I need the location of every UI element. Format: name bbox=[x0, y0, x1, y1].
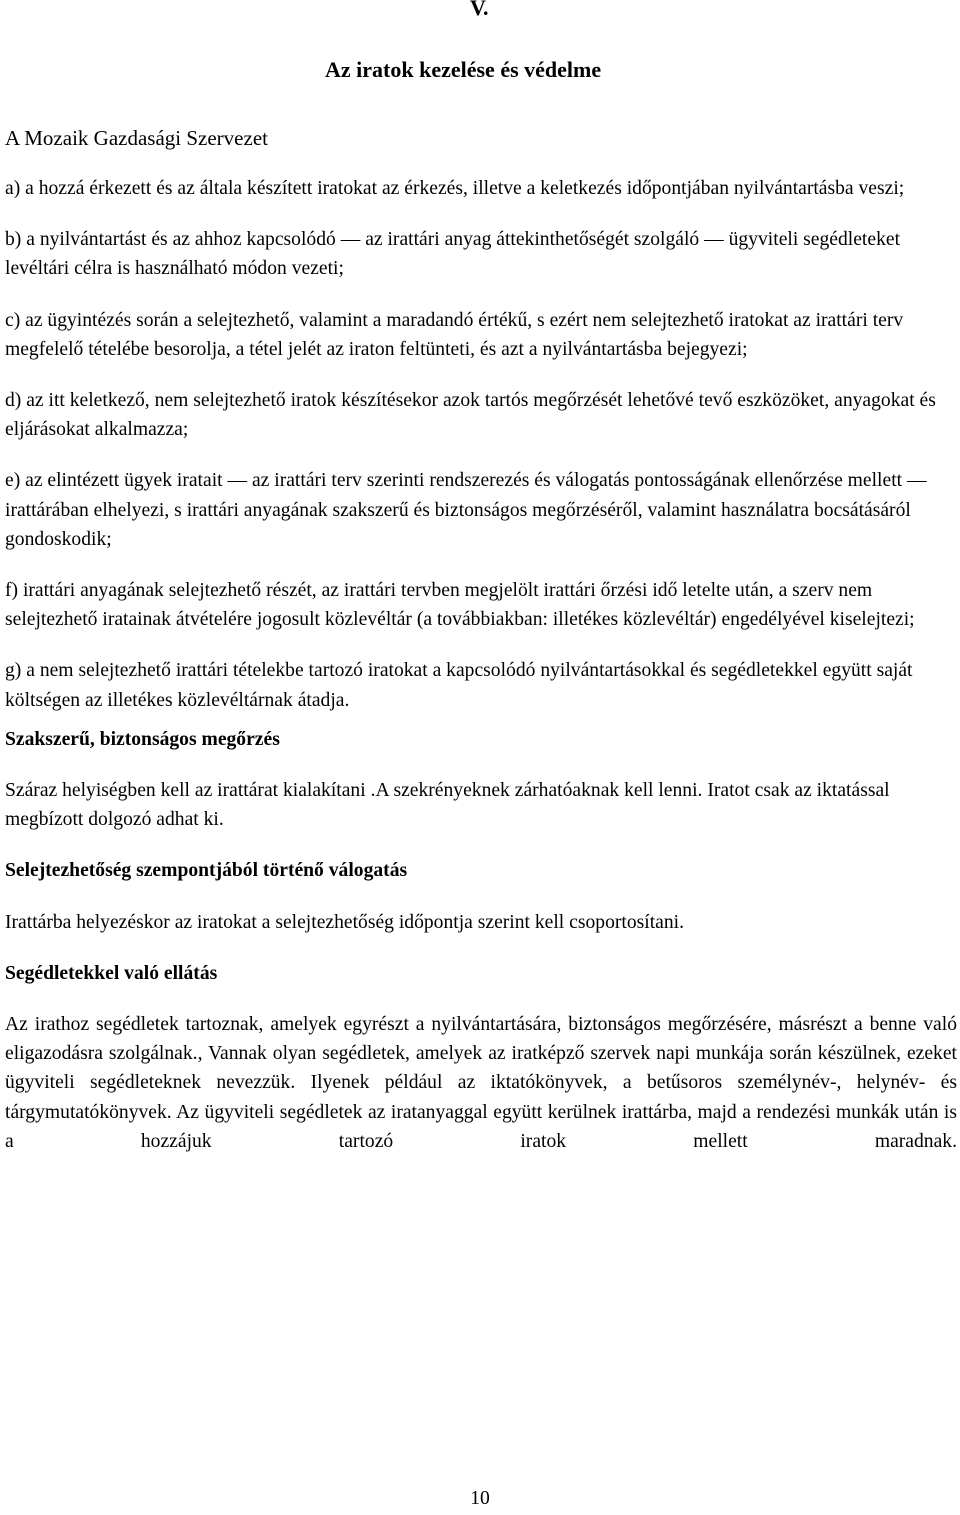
duty-item-g: g) a nem selejtezhető irattári tételekbe tartozó iratokat a kapcsolódó nyilvántartásokkal és segédletekkel együtt saját költségen az illetékes közlevéltárnak átadja. bbox=[5, 660, 913, 711]
duty-item-a: a) a hozzá érkezett és az általa készített iratokat az érkezés, illetve a keletkezés időpontjában nyilvántartásba veszi; bbox=[5, 178, 905, 199]
section-heading-storage: Szakszerű, biztonságos megőrzés bbox=[5, 728, 280, 750]
duty-item-c: c) az ügyintézés során a selejtezhető, valamint a maradandó értékű, s ezért nem selejtezhető iratokat az irattári terv megfelelő tételébe besorolja, a tétel jelét az iraton feltünteti, és azt a nyilvántartásba bejegyezi; bbox=[5, 309, 904, 360]
section-heading-selection: Selejtezhetőség szempontjából történő válogatás bbox=[5, 860, 408, 882]
page-title: Az iratok kezelése és védelme bbox=[325, 57, 602, 82]
document-body bbox=[5, 174, 957, 1156]
duty-item-b: b) a nyilvántartást és az ahhoz kapcsolódó — az irattári anyag áttekinthetőségét szolgáló — ügyviteli segédleteket levéltári célra is használható módon vezeti; bbox=[5, 229, 901, 280]
duty-item-f: f) irattári anyagának selejtezhető részét, az irattári tervben megjelölt irattári őrzési idő letelte után, a szerv nem selejtezhető iratainak átvételére jogosult közlevéltár (a továbbiakban: illetékes közlevéltár) engedélyével kiselejtezi; bbox=[5, 580, 915, 631]
section-text-aids: Az irathoz segédletek tartoznak, amelyek egyrészt a nyilvántartására, biztonságos megőrzésére, másrészt a benne való eligazodásra szolgálnak., Vannak olyan segédletek, amelyek az iratképző szervek napi munkája során készülnek, ezeket ügyviteli segédleteknek nevezzük. Ilyenek például az iktatókönyvek, a betűsoros személynév-, helynév- és tárgymutatókönyvek. Az ügyviteli segédletek az iratanyaggal együtt kerülnek irattárba, majd a rendezési munkák után is a hozzájuk tartozó iratok mellett maradnak. bbox=[5, 1014, 957, 1152]
chapter-number: V. bbox=[470, 0, 489, 20]
page-number: 10 bbox=[470, 1488, 490, 1509]
section-text-selection: Irattárba helyezéskor az iratokat a selejtezhetőség időpontja szerint kell csoportosítani. bbox=[5, 911, 684, 933]
duty-item-d: d) az itt keletkező, nem selejtezhető iratok készítésekor azok tartós megőrzését lehetővé tevő eszközöket, anyagokat és eljárásokat alkalmazza; bbox=[5, 390, 936, 441]
subject-line: A Mozaik Gazdasági Szervezet bbox=[5, 126, 268, 150]
section-heading-aids: Segédletekkel való ellátás bbox=[5, 962, 218, 984]
duty-item-e: e) az elintézett ügyek iratait — az irattári terv szerinti rendszerezés és válogatás pontosságának ellenőrzése mellett — irattárában elhelyezi, s irattári anyagának szakszerű és biztonságos megőrzéséről, valamint használatra bocsátásáról gondoskodik; bbox=[5, 470, 927, 550]
section-text-storage: Száraz helyiségben kell az irattárat kialakítani .A szekrényeknek zárhatóaknak kell lenni. Iratot csak az iktatással megbízott dolgozó adhat ki. bbox=[5, 780, 890, 831]
